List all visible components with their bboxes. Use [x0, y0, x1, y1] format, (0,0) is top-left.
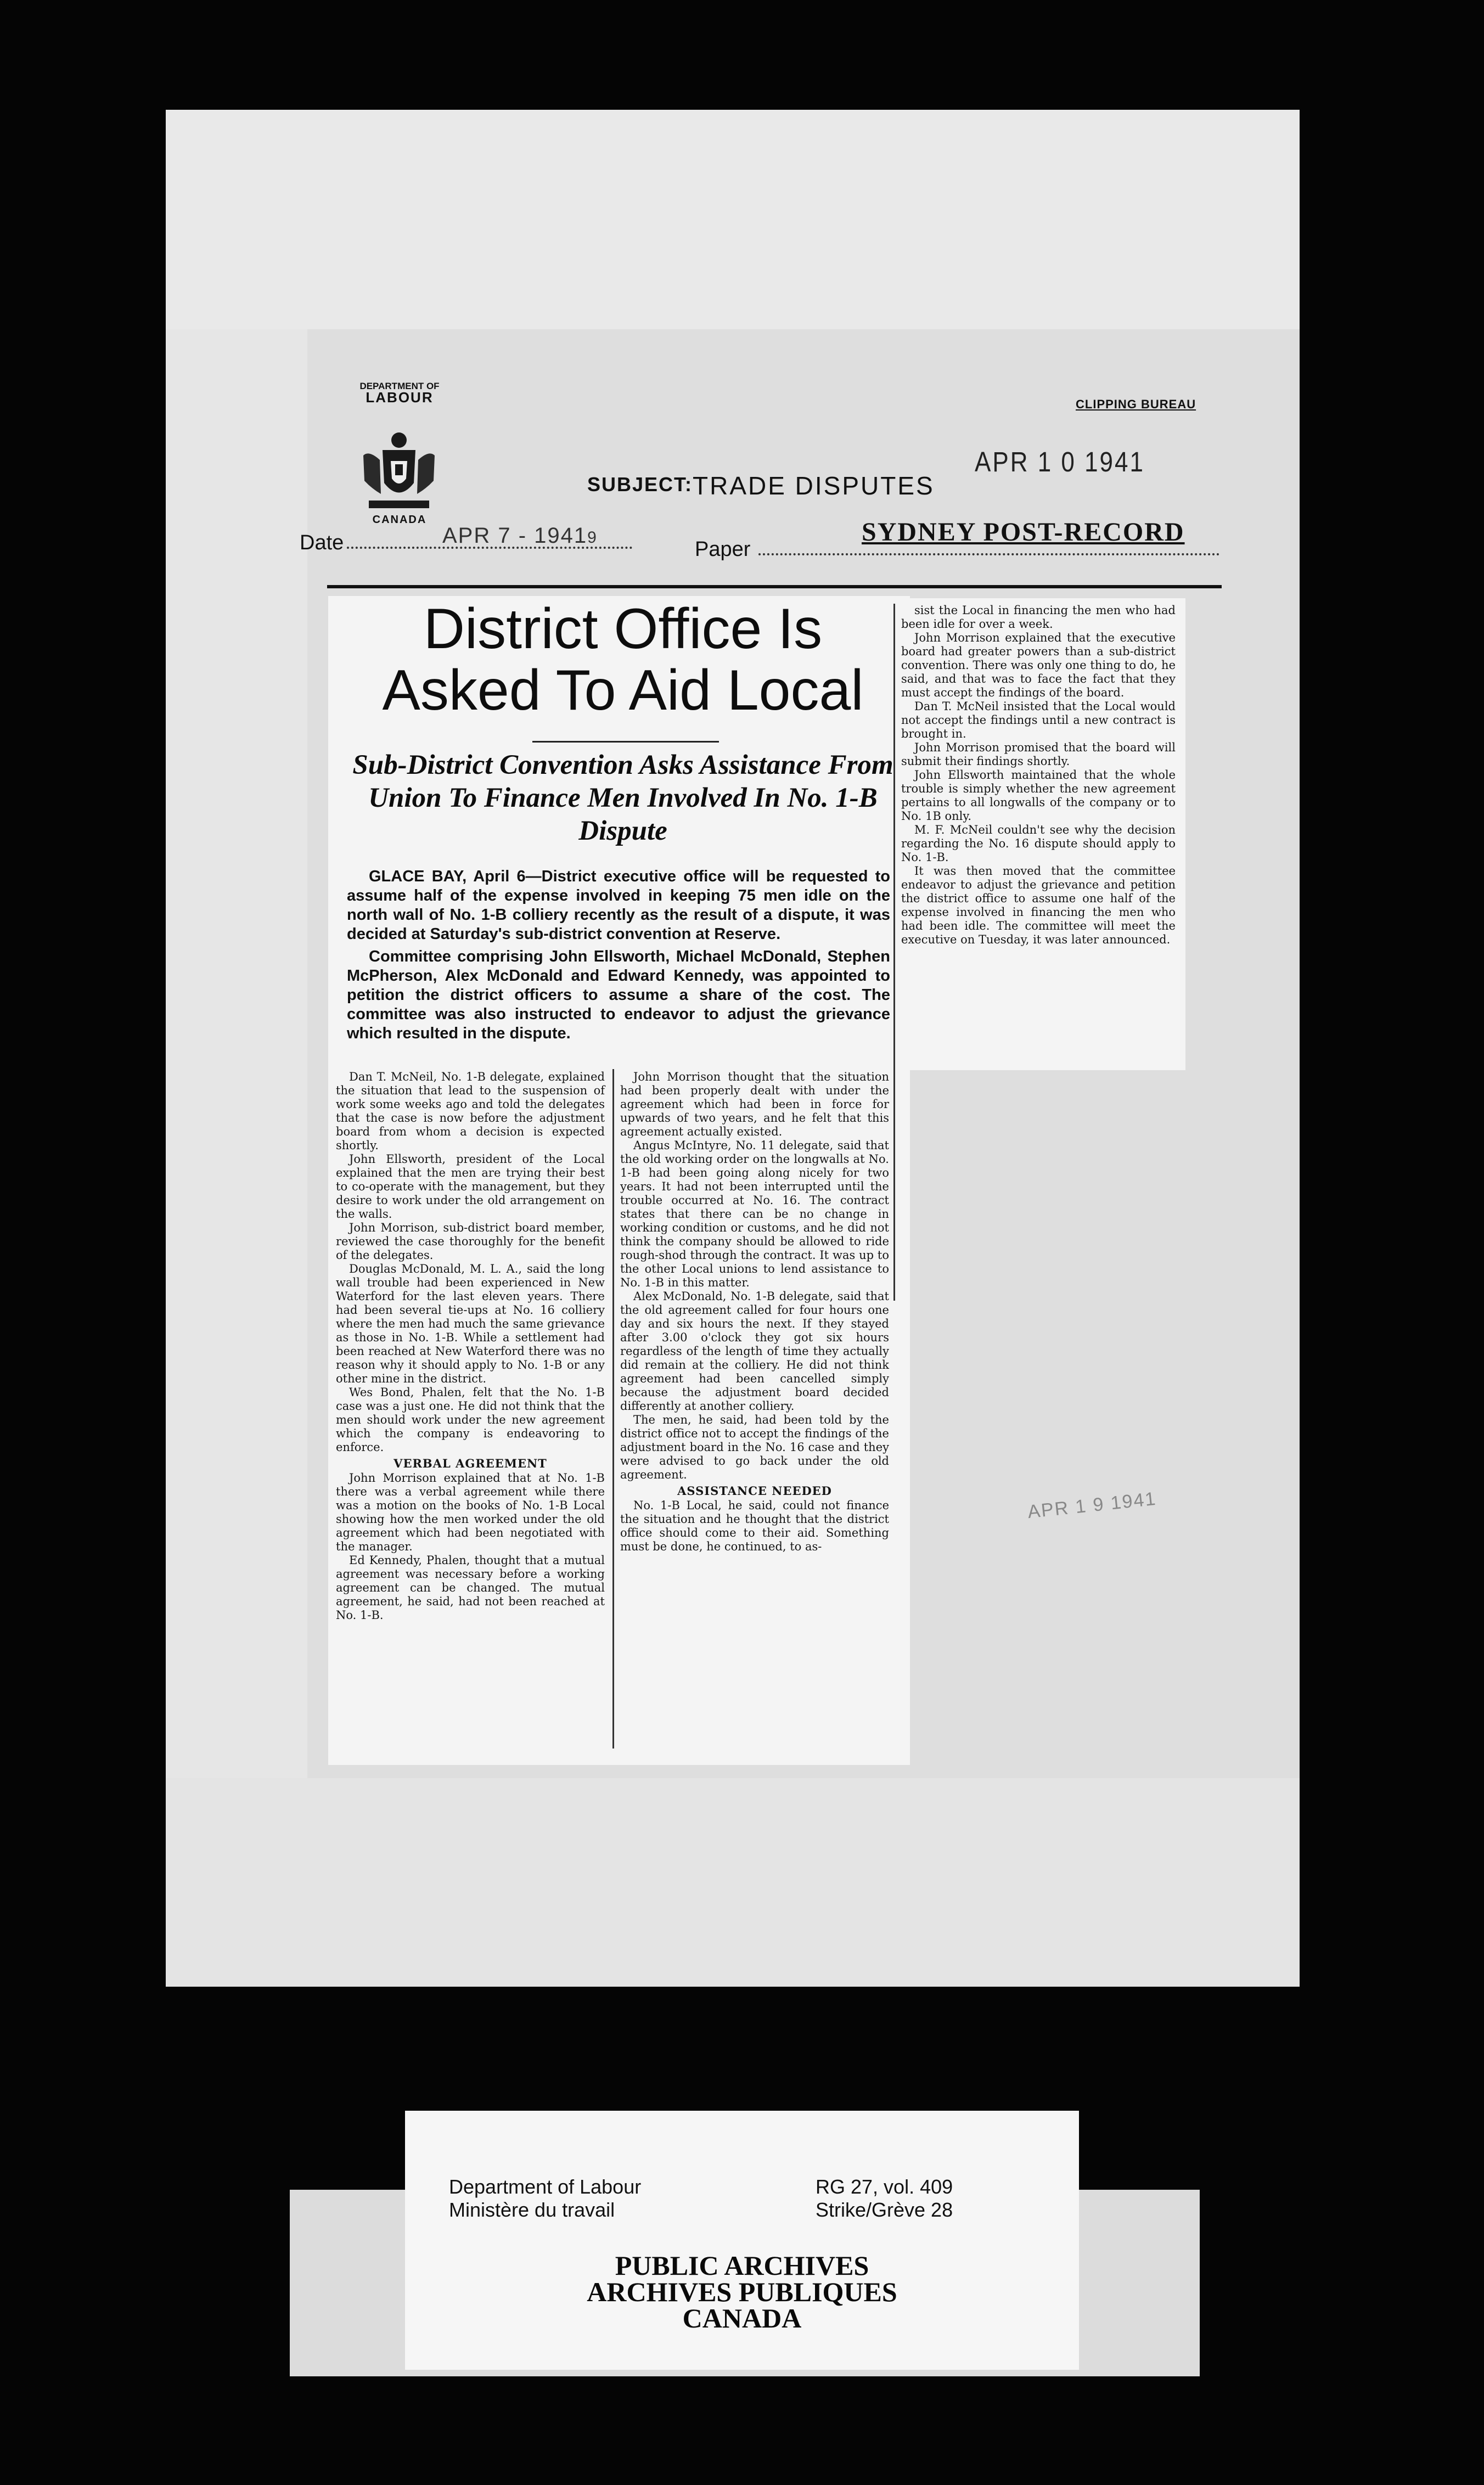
column-paragraph: Ed Kennedy, Phalen, thought that a mutual agreement was necessary before a working agreement can be changed. The mutual agreement, he said, had not been reached at No. 1-B.	[336, 1554, 605, 1622]
subject-label: SUBJECT:	[587, 473, 693, 496]
date-value	[442, 524, 598, 548]
headline-divider	[532, 741, 719, 743]
headline-line2: Asked To Aid Local	[382, 659, 864, 722]
column-paragraph: John Morrison promised that the board will submit their findings shortly.	[901, 741, 1176, 768]
received-date-stamp: APR 1 0 1941	[975, 447, 1145, 478]
column-paragraph: John Morrison explained that at No. 1-B there was a verbal agreement while there was a motion on the books of No. 1-B Local showing how the men worked under the old agreement which had been negotiated with the manager.	[336, 1471, 605, 1553]
archives-title	[405, 2250, 1079, 2334]
department-line1: DEPARTMENT OF	[359, 381, 440, 391]
label-dept-en: Department of Labour	[449, 2175, 642, 2198]
article-lede	[347, 867, 890, 1047]
column-paragraph: Alex McDonald, No. 1-B delegate, said that the old agreement called for four hours one day and six hours the next. If they stayed after 3.00 o'clock they got six hours regardless of the length of time they actually did remain at the colliery. He did not think agreement had been cancelled simply because the adjustment board decided differently at another colliery.	[620, 1290, 889, 1413]
article-subhead: Sub-District Convention Asks Assistance From Union To Finance Men Involved In No. 1-B Dispute	[352, 750, 893, 846]
date-label: Date	[300, 531, 344, 554]
date-suffix: 9	[587, 529, 598, 547]
sheet-lower-margin	[166, 1778, 1300, 1987]
column-paragraph: John Ellsworth maintained that the whole trouble is simply whether the new agreement pertains to all longwalls of the company or to No. 1B only.	[901, 768, 1176, 823]
column-paragraph: John Ellsworth, president of the Local explained that the men are trying their best to co-operate with the management, but they desire to work under the old arrangement on the walls.	[336, 1152, 605, 1221]
header-rule	[327, 585, 1222, 588]
column-paragraph: No. 1-B Local, he said, could not finance the situation and he thought that the district office should come to their aid. Something must be done, he continued, to as-	[620, 1499, 889, 1553]
column-paragraph: Wes Bond, Phalen, felt that the No. 1-B case was a just one. He did not think that the men should work under the new agreement which the company is endeavoring to enforce.	[336, 1386, 605, 1454]
archives-en: PUBLIC ARCHIVES	[615, 2250, 869, 2281]
column-rule	[893, 604, 895, 1301]
article-column-2	[620, 1070, 889, 1554]
column-paragraph: The men, he said, had been told by the district office not to accept the findings of the adjustment board in the No. 16 case and they were advised to go back under the old agreement.	[620, 1413, 889, 1481]
label-ref-volume: RG 27, vol. 409	[816, 2175, 953, 2198]
paper-dotted-line	[758, 553, 1219, 555]
column-paragraph: M. F. McNeil couldn't see why the decision regarding the No. 16 dispute should apply to No. 1-B.	[901, 823, 1176, 864]
column-paragraph: Douglas McDonald, M. L. A., said the long wall trouble had been experienced in New Waterford for the last eleven years. There had been several tie-ups at No. 16 colliery where the men had much the same grievance as those in No. 1-B. While a settlement had been reached at New Waterford there was no reason why it should apply to No. 1-B or any other mine in the district.	[336, 1262, 605, 1385]
label-ref-strike: Strike/Grève 28	[816, 2199, 953, 2221]
filed-date-stamp: APR 1 9 1941	[1026, 1488, 1157, 1523]
column-paragraph: Dan T. McNeil insisted that the Local would not accept the findings until a new contract is brought in.	[901, 700, 1176, 740]
section-heading: ASSISTANCE NEEDED	[677, 1484, 832, 1498]
lede-paragraph: GLACE BAY, April 6—District executive office will be requested to assume half of the expense involved in keeping 75 men idle on the north wall of No. 1-B colliery recently as the result of a dispute, it was decided at Saturday's sub-district convention at Reserve.	[347, 868, 890, 943]
column-paragraph: Dan T. McNeil, No. 1-B delegate, explained the situation that lead to the suspension of work some weeks ago and told the delegates that the case is now before the adjustment board from whom a decision is expected shortly.	[336, 1070, 605, 1152]
article-column-1	[336, 1070, 605, 1622]
article-column-3	[901, 604, 1176, 947]
department-heading	[339, 381, 460, 406]
archives-country: CANADA	[682, 2303, 802, 2334]
lede-paragraph: Committee comprising John Ellsworth, Michael McDonald, Stephen McPherson, Alex McDonald and Edward Kennedy, was appointed to petition the district officers to assume a share of the cost. The committee was also instructed to endeavor to adjust the grievance which resulted in the dispute.	[347, 948, 890, 1042]
paper-label: Paper	[695, 538, 751, 561]
column-paragraph: It was then moved that the committee endeavor to adjust the grievance and petition the district office to assume one half of the expense involved in financing the men who had been idle. The committee will meet the executive on Tuesday, it was later announced.	[901, 864, 1176, 946]
headline-line1: District Office Is	[423, 597, 823, 661]
column-paragraph: John Morrison thought that the situation had been properly dealt with under the agreement which had been in force for upwards of two years, and he felt that this agreement actually existed.	[620, 1070, 889, 1138]
date-stamp: APR 7 - 1941	[442, 524, 588, 548]
archives-fr: ARCHIVES PUBLIQUES	[587, 2276, 897, 2307]
label-dept-fr: Ministère du travail	[449, 2199, 615, 2221]
label-department	[449, 2175, 641, 2222]
canada-coat-of-arms-icon	[352, 428, 446, 521]
article-headline	[351, 598, 895, 721]
country-label: CANADA	[372, 514, 427, 526]
clipping-bureau-label: CLIPPING BUREAU	[1076, 397, 1196, 411]
column-rule	[612, 1069, 614, 1749]
paper-value: SYDNEY POST-RECORD	[862, 518, 1185, 547]
sheet-upper-margin	[166, 110, 1300, 329]
column-paragraph: John Morrison, sub-district board member, reviewed the case thoroughly for the benefit of the delegates.	[336, 1221, 605, 1262]
column-paragraph: John Morrison explained that the executive board had greater powers than a sub-district convention. There was only one thing to do, he said, and that was to face the fact that they must accept the findings of the board.	[901, 631, 1176, 699]
column-paragraph: sist the Local in financing the men who had been idle for over a week.	[901, 604, 1176, 631]
department-line2: LABOUR	[366, 389, 434, 406]
subject-value: TRADE DISPUTES	[693, 471, 935, 500]
column-paragraph: Angus McIntyre, No. 11 delegate, said that the old working order on the longwalls at No. 1-B had been going along nicely for two years. It had not been interrupted until the trouble occurred at No. 16. The contract states that there can be no change in working condition or customs, and he did not think the company should be allowed to ride rough-shod through the contract. It was up to the other Local unions to lend assistance to No. 1-B in this matter.	[620, 1139, 889, 1289]
label-reference	[816, 2175, 953, 2222]
section-heading: VERBAL AGREEMENT	[394, 1457, 547, 1470]
